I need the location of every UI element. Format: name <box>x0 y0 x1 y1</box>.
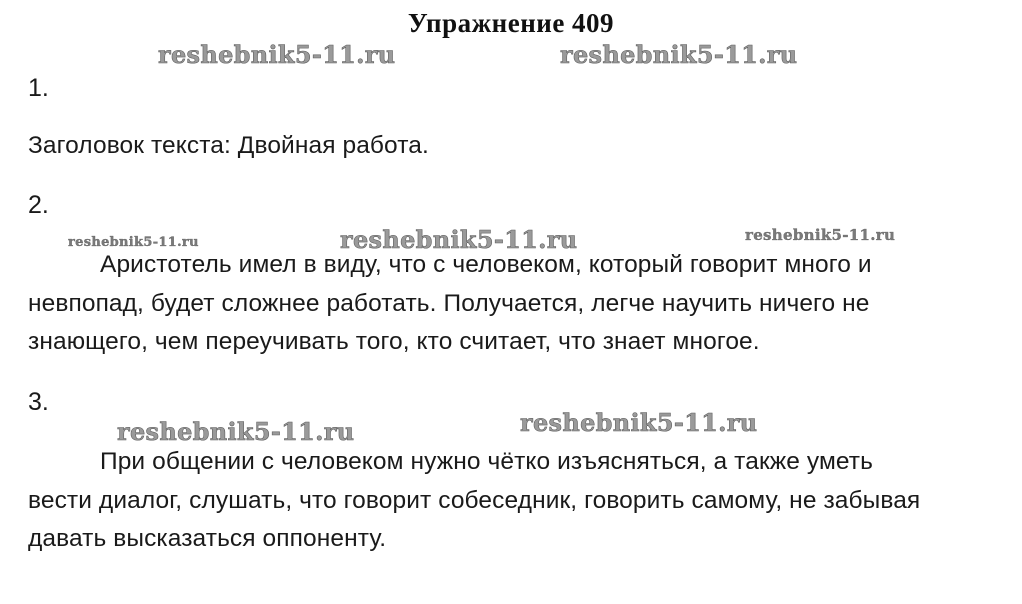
text-line: вести диалог, слушать, что говорит собеседник, говорить самому, не забывая <box>28 487 921 514</box>
watermark: reshebnik5-11.ru <box>745 226 896 244</box>
watermark: reshebnik5-11.ru <box>520 408 758 437</box>
watermark: reshebnik5-11.ru <box>340 225 578 254</box>
text-line: Заголовок текста: Двойная работа. <box>28 132 429 159</box>
watermark: reshebnik5-11.ru <box>158 40 396 69</box>
text-line: давать высказаться оппоненту. <box>28 525 387 552</box>
section-number: 1. <box>28 74 49 102</box>
watermark: reshebnik5-11.ru <box>68 235 199 250</box>
exercise-title: Упражнение 409 <box>407 8 615 38</box>
text-line: Аристотель имел в виду, что с человеком, который говорит много и <box>100 251 872 278</box>
watermark: reshebnik5-11.ru <box>560 40 798 69</box>
section-number: 3. <box>28 388 49 416</box>
text-line: знающего, чем переучивать того, кто считает, что знает многое. <box>28 328 760 355</box>
section-number: 2. <box>28 191 49 219</box>
text-line: При общении с человеком нужно чётко изъясняться, а также уметь <box>100 448 873 475</box>
text-line: невпопад, будет сложнее работать. Получается, легче научить ничего не <box>28 290 870 317</box>
watermark: reshebnik5-11.ru <box>117 417 355 446</box>
